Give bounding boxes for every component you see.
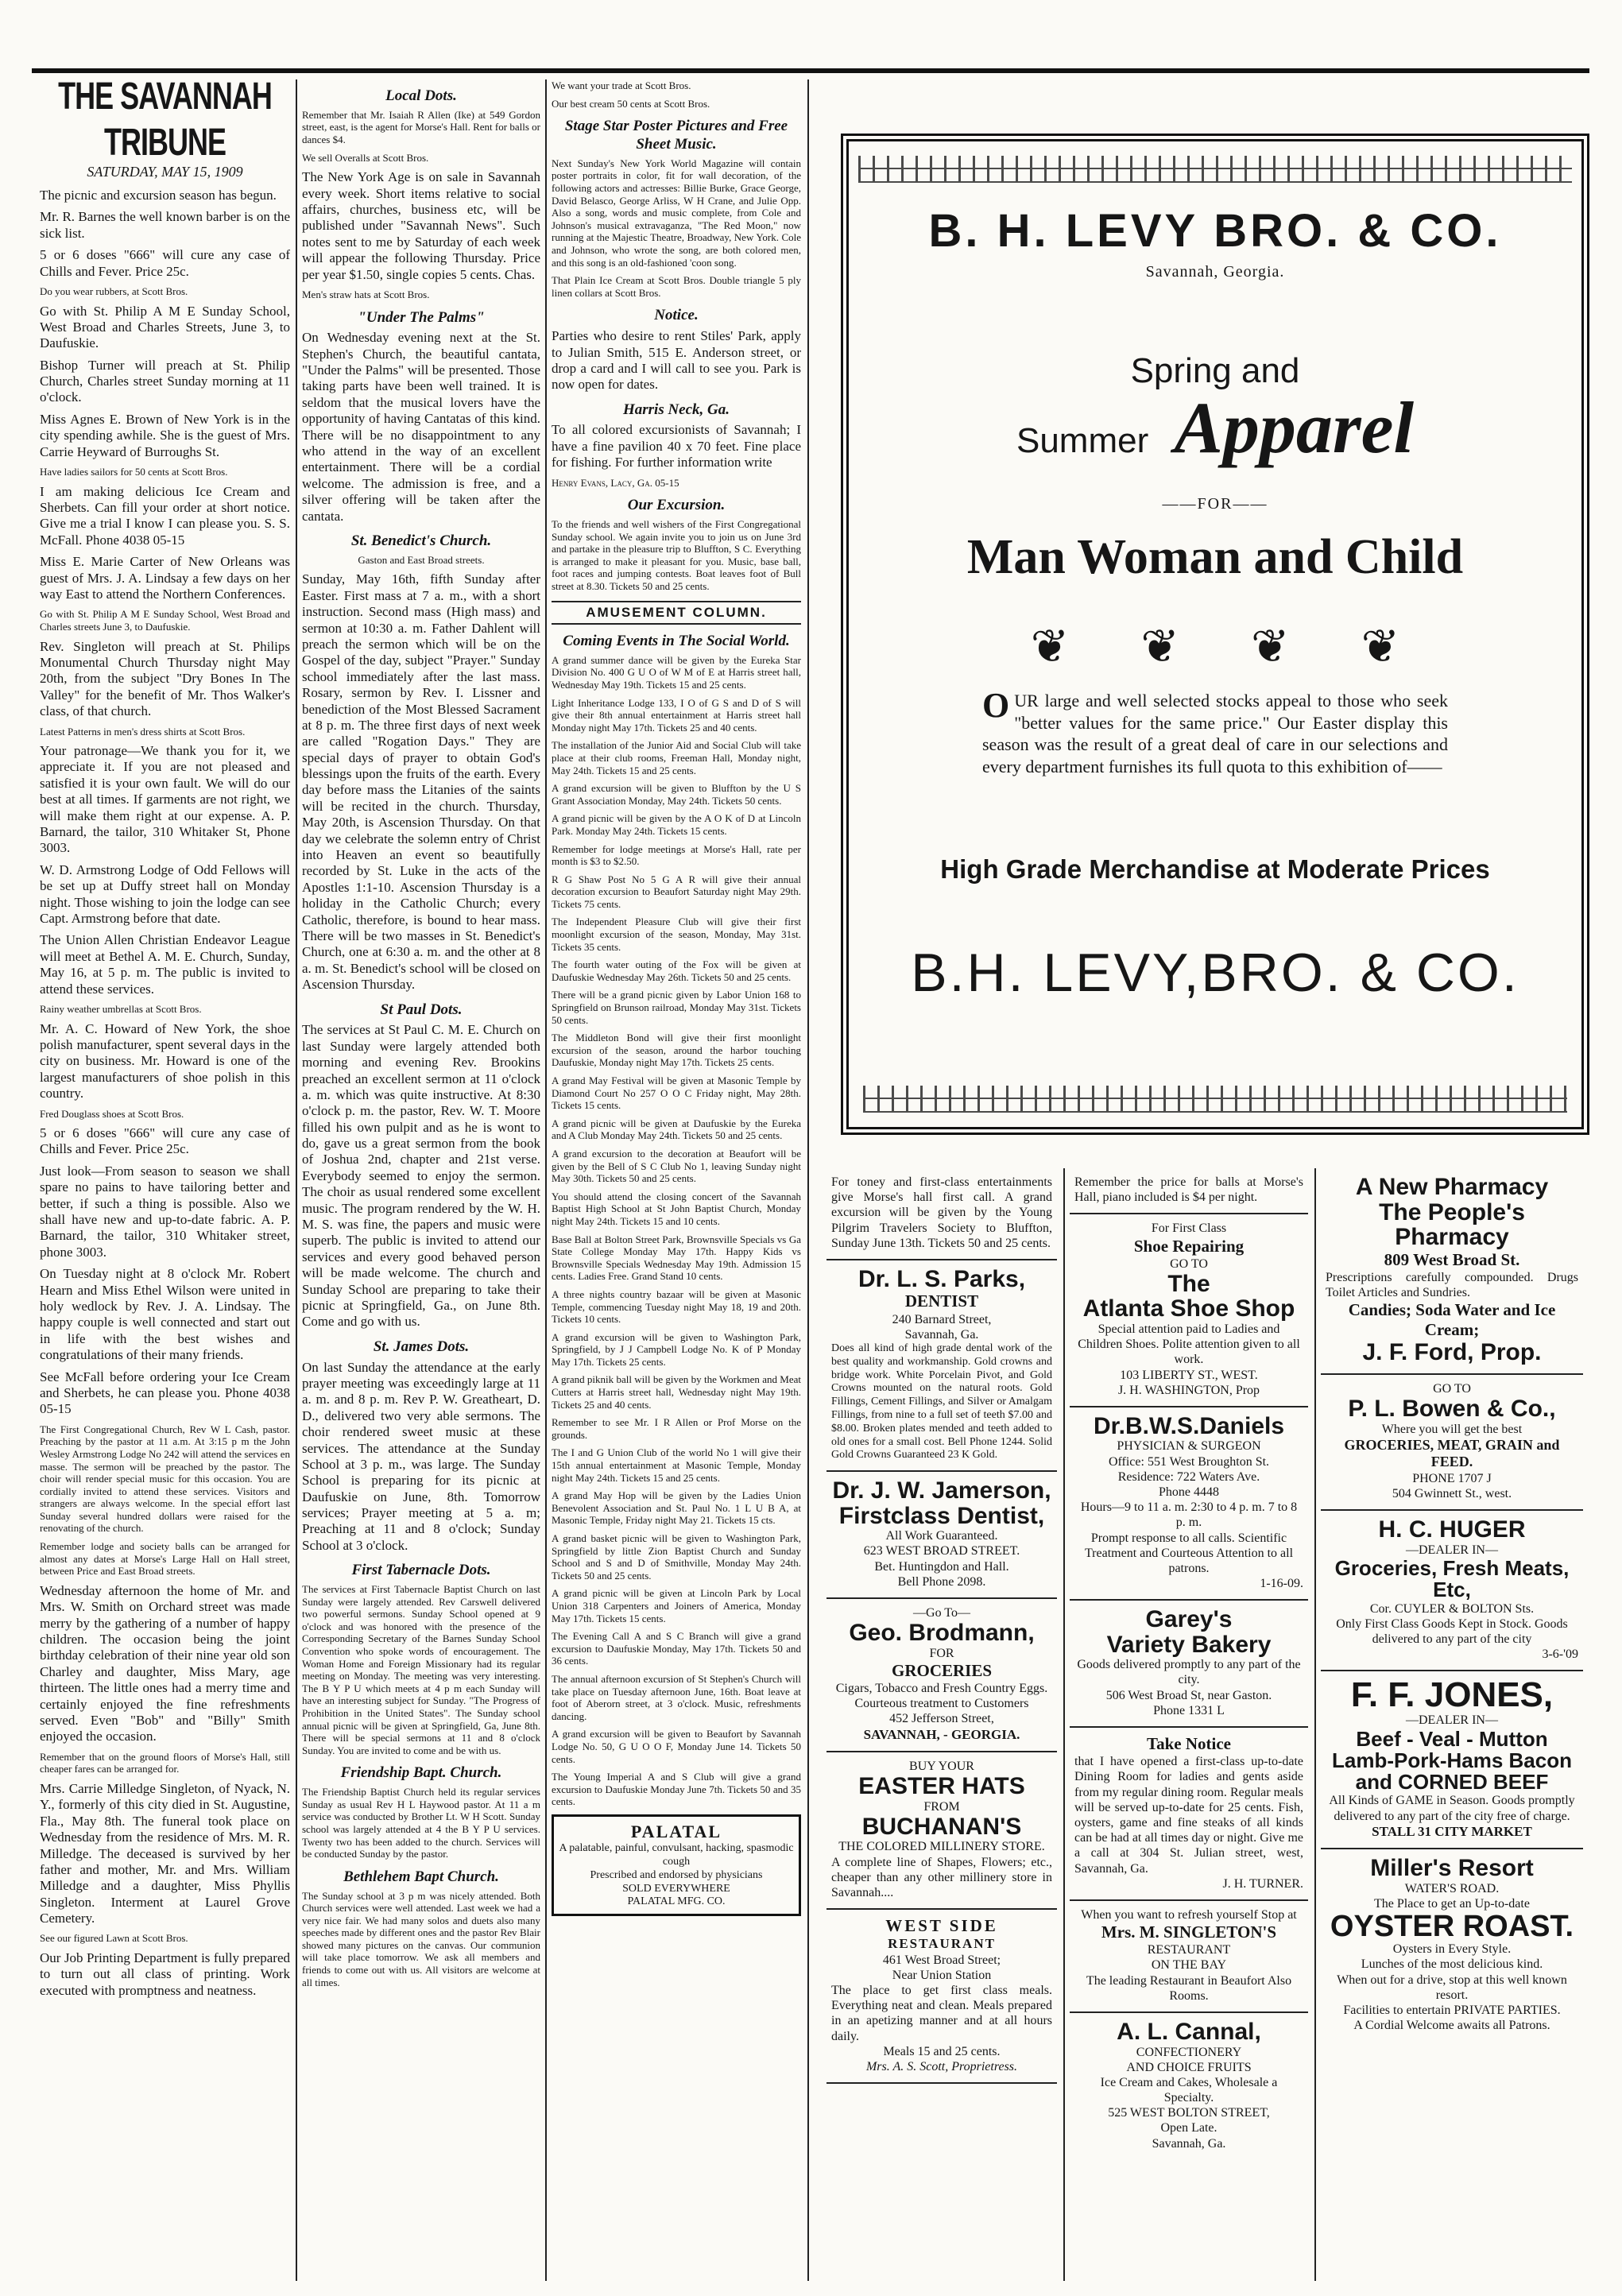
ad-title: Firstclass Dentist, bbox=[838, 1502, 1045, 1529]
ad-text: Cigars, Tobacco and Fresh Country Eggs. Courteous treatment to Customers bbox=[835, 1681, 1048, 1711]
ornament-icons bbox=[895, 619, 1535, 675]
news-item: Do you wear rubbers, at Scott Bros. bbox=[40, 285, 188, 297]
news-item: A grand excursion will be given to Beaufort by Savannah Lodge No. 50, G U O O F, Monday June 14. Tickets 50 cents. bbox=[552, 1728, 801, 1765]
article-text: We sell Overalls at Scott Bros. bbox=[302, 151, 429, 164]
news-item: On Tuesday night at 8 o'clock Mr. Robert Hearn and Miss Ethel Wilson were united in holy wedlock by Rev. J. A. Lindsay. The happy couple is well connected and start out in life with the best wishes and congratulations of their many friends. bbox=[40, 1266, 290, 1363]
news-item: A grand basket picnic will be given to Washington Park, Springfield by little Zion Baptist Church and Sunday School and S and D of Smithville, Monday May 24th. Tickets 50 and 25 cents. bbox=[552, 1532, 801, 1582]
ad-text: —DEALER IN— bbox=[1406, 1543, 1498, 1557]
ad-address: Office: 551 West Broughton St. bbox=[1108, 1454, 1270, 1469]
ad-text: Goods delivered promptly to any part of the city. bbox=[1077, 1658, 1301, 1687]
column-1 bbox=[40, 79, 290, 2273]
levy-season bbox=[895, 350, 1535, 468]
ad-text: that I have opened a first-class up-to-date Dining Room for ladies and gents aside from my regular dining room. Regular meals will be served up-to-date for 25 cents. Fish, oysters, game and fine steaks of all kinds can be had at all times day or night. Give me a call at 304 St. Julian street, west, Savannah, Ga. bbox=[1074, 1755, 1303, 1876]
ad-text: Prompt response to all calls. Scientific Treatment and Courteous Attention to all patrons. bbox=[1084, 1531, 1294, 1575]
ad-text: Where you will get the best bbox=[1381, 1422, 1523, 1436]
ad-text: GO TO bbox=[1433, 1381, 1471, 1396]
news-item: A grand picnic will be given at Lincoln Park by Local Union 318 Carpenters and Joiners of America, Monday May 17th. Tickets 15 cents. bbox=[552, 1587, 801, 1624]
ad-proprietor: Mrs. A. S. Scott, Proprietress. bbox=[865, 2059, 1018, 2073]
apparel-title: Apparel bbox=[1174, 386, 1415, 468]
ad-address: Near Union Station bbox=[892, 1968, 992, 1982]
ad-name: F. F. JONES, bbox=[1350, 1675, 1554, 1715]
ad-address: Residence: 722 Waters Ave. bbox=[1117, 1469, 1260, 1484]
ad-date: 1-16-09. bbox=[1260, 1577, 1303, 1591]
article-text: To the friends and well wishers of the First Congregational Sunday school. We again invite you to join us on June 3rd and partake in the pleasure trip to Bluffton, S C. Everything is arranged to make it pleasant for you. Music, base ball, foot races and jumping contests. Boat leaves foot of Bull street at 8.30. Tickets 50 and 25 cents. bbox=[552, 518, 801, 592]
news-item: Latest Patterns in men's dress shirts at Scott Bros. bbox=[40, 725, 246, 738]
fleuron-icon: ❦ bbox=[1251, 620, 1361, 672]
drop-cap: O bbox=[982, 686, 1010, 726]
news-item: You should attend the closing concert of the Savannah Baptist High School at St John Baptist Church, Monday night May 24th. Tickets 15 and 10 cents. bbox=[552, 1190, 801, 1227]
ad-title: CONFECTIONERY bbox=[1136, 2045, 1242, 2059]
news-item: The annual afternoon excursion of St Stephen's Church will take place on Tuesday afternoon June, 16th. Boat leave at foot of Aberorn street, at 3 o'clock. Music, refreshments dancing. bbox=[552, 1672, 801, 1722]
palatal-line: PALATAL MFG. CO. bbox=[627, 1895, 726, 1908]
ad-text: FROM bbox=[923, 1799, 960, 1814]
ad-name: A. L. Cannal, bbox=[1117, 2019, 1261, 2045]
news-item: The Middleton Bond will give their first moonlight excursion of the season, around the harbor touching Daufuskie, Monday night May 17th. Tickets 25 cents. bbox=[552, 1032, 801, 1069]
ad-address: 461 West Broad Street; bbox=[882, 1953, 1001, 1967]
news-item: Fred Douglass shoes at Scott Bros. bbox=[40, 1107, 184, 1120]
cannal-confectionery-ad bbox=[1070, 2013, 1308, 2159]
news-item: Miss Agnes E. Brown of New York is in the city spending awhile. She is the guest of Mrs. Carrie Heyward of Burroughs St. bbox=[40, 411, 290, 459]
ad-proprietor: J. H. WASHINGTON, Prop bbox=[1117, 1383, 1260, 1397]
ad-text: BUY YOUR bbox=[909, 1759, 974, 1773]
signature: J. H. TURNER. bbox=[1222, 1876, 1303, 1891]
ad-address: 452 Jefferson Street, bbox=[889, 1712, 994, 1726]
brodmann-groceries-ad bbox=[826, 1599, 1057, 1752]
ad-name: Mrs. M. SINGLETON'S bbox=[1101, 1922, 1277, 1942]
ad-text: All Kinds of GAME in Season. Goods promptly delivered to any part of the city free of charge. bbox=[1329, 1794, 1575, 1823]
notice-heading: Notice. bbox=[654, 307, 699, 324]
palatal-line: Prescribed and endorsed by physicians bbox=[590, 1868, 763, 1881]
news-item: The I and G Union Club of the world No 1 will give their 15th annual entertainment at Masonic Temple, Monday night May 24th. Tickets 15 and 25 cents. bbox=[552, 1446, 801, 1484]
ad-phone: PHONE 1707 J bbox=[1412, 1472, 1492, 1485]
ad-title: EASTER HATS bbox=[858, 1773, 1025, 1800]
ad-text: When out for a drive, stop at this well known resort. bbox=[1337, 1973, 1567, 2002]
ad-text: Ice Cream and Cakes, Wholesale a Specialty. bbox=[1100, 2075, 1278, 2105]
ad-text: The leading Restaurant in Beaufort Also Rooms. bbox=[1086, 1973, 1292, 2003]
fleuron-icon: ❦ bbox=[1361, 620, 1472, 672]
ad-address: 506 West Broad St, near Gaston. bbox=[1105, 1688, 1272, 1702]
ad-title: DENTIST bbox=[904, 1291, 979, 1311]
ad-title: Variety Bakery bbox=[1106, 1631, 1272, 1658]
column-6 bbox=[1321, 1168, 1583, 2281]
news-item: A grand picnic will be given by the A O K of D at Lincoln Park. Monday May 24th. Tickets 15 cents. bbox=[552, 812, 801, 837]
ad-text: Facilities to entertain PRIVATE PARTIES. bbox=[1343, 2003, 1561, 2017]
article-subhead: Gaston and East Broad streets. bbox=[358, 553, 485, 566]
ad-address: Savannah, Ga. bbox=[904, 1327, 979, 1342]
news-item: A grand excursion will be given to Bluffton by the U S Grant Association Monday, May 24th. Tickets 50 cents. bbox=[552, 782, 801, 807]
local-dots-heading: Local Dots. bbox=[385, 87, 457, 104]
morse-price-notice bbox=[1070, 1168, 1308, 1214]
peoples-pharmacy-ad bbox=[1321, 1168, 1583, 1375]
news-item: The Independent Pleasure Club will give their first moonlight excursion of the season, Monday, May 31st. Tickets 35 cents. bbox=[552, 916, 801, 953]
ad-title: AND CHOICE FRUITS bbox=[1126, 2060, 1252, 2074]
levy-copy-text: UR large and well selected stocks appeal to those who seek "better values for the same price." Our Easter display this season was the result of a great deal of care in our selections and every department furnishes its full quota to this exhibition of—— bbox=[982, 691, 1448, 776]
ad-text: Special attention paid to Ladies and Children Shoes. Polite attention given to all work. bbox=[1078, 1322, 1300, 1367]
levy-tagline: High Grade Merchandise at Moderate Prices bbox=[940, 854, 1490, 885]
news-item: Rainy weather umbrellas at Scott Bros. bbox=[40, 1002, 202, 1015]
st-paul-heading: St Paul Dots. bbox=[380, 1001, 463, 1018]
ad-text: The place to get first class meals. Everything neat and clean. Meals prepared in an apetizing manner and at all hours daily. bbox=[831, 1984, 1052, 2043]
friendship-heading: Friendship Bapt. Church. bbox=[340, 1764, 502, 1782]
article-text: Next Sunday's New York World Magazine will contain poster portraits in color, fit for wall decoration, of the following actors and actresses: Billie Burke, Grace George, David Belasco, George Arliss, W H Crane, and Julie Opp. Also a song, words and music complete, from Cole and Johnson's musical extravaganza, "The Red Moon," now running at the Majestic Theatre, Broadway, New York. Cole and Johnson, who wrote the song, are both colored men, and this song is an old-fashioned 'coon song. bbox=[552, 157, 801, 269]
ad-name: Dr.B.W.S.Daniels bbox=[1093, 1412, 1285, 1439]
news-item: A grand excursion to the decoration at Beaufort will be given by the Bell of S C Club No 1, leaving Sunday night May 30th. Tickets 50 and 25 cents. bbox=[552, 1147, 801, 1185]
masthead-title: THE SAVANNAH TRIBUNE bbox=[58, 79, 272, 164]
levy-copy bbox=[895, 686, 1535, 777]
ad-text: THE COLORED MILLINERY STORE. bbox=[838, 1840, 1045, 1854]
ad-text: GO TO bbox=[1170, 1256, 1208, 1271]
news-item: The fourth water outing of the Fox will be given at Daufuskie Wednesday May 26th. Tickets 50 and 25 cents. bbox=[552, 958, 801, 983]
ad-address: 809 West Broad St. bbox=[1384, 1249, 1520, 1269]
ad-address: 240 Barnard Street, bbox=[892, 1312, 992, 1326]
news-item: The First Congregational Church, Rev W L Cash, pastor. Preaching by the pastor at 11 a.m. At 3:15 p m the John Wesley Armstrong Lodge No 242 will attend the services en masse. The sermon will be preached by the pastor. The choir will render special music for this occasion. You are cordially invited to attend these services. Visitors and strangers are always welcome. In the special effort last Sunday several hundred dollars were raised for the renovating of the church. bbox=[40, 1423, 290, 1535]
news-item: Go with St. Philip A M E Sunday School, West Broad and Charles streets June 3, to Daufuskie. bbox=[40, 608, 290, 633]
st-james-heading: St. James Dots. bbox=[373, 1338, 470, 1355]
ad-text: The Place to get an Up-to-date bbox=[1374, 1896, 1530, 1911]
article-text: We want your trade at Scott Bros. bbox=[552, 79, 691, 91]
column-5 bbox=[1070, 1168, 1308, 2281]
news-item: Remember to see Mr. I R Allen or Prof Morse on the grounds. bbox=[552, 1416, 801, 1441]
easter-hats-ad bbox=[826, 1752, 1057, 1910]
levy-firm-name: B. H. LEVY BRO. & CO. bbox=[928, 205, 1502, 257]
benedict-heading: St. Benedict's Church. bbox=[350, 532, 492, 549]
article-text: The services at St Paul C. M. E. Church on last Sunday were largely attended both morning and evening Rev. Brookins preached an excellent sermon at 11 o'clock a. m. which was quite instructive. At 8:30 o'clock p. m. the pastor, Rev. W. T. Moore filled his own pulpit and as he is wont to do, gave us a great sermon from the book of Joshua 2nd, chapter and 21st verse. Everybody seemed to enjoy the sermon. The choir as usual rendered some excellent music. The program rendered by the W. H. M. S. was fine, the papers and music were superb. The public is invited to attend our services and every good behaved person will be made welcome. The church and Sunday School are preparing to take their picnic at Springfield, Ga., on June 8th. Come and go with us. bbox=[302, 1022, 540, 1330]
ad-address: 103 LIBERTY ST., WEST. bbox=[1120, 1368, 1258, 1382]
news-item: Your patronage—We thank you for it, we appreciate it. If you are not pleased and satisfied it is your own fault. We will do our best at all times. If garments are not right, we will make them right at our expense. A. P. Barnard, the tailor, 310 Whitaker St, Phone 3003. bbox=[40, 743, 290, 856]
ad-text: A complete line of Shapes, Flowers; etc., cheaper than any other millinery store in Savannah.... bbox=[831, 1855, 1052, 1899]
article-text: Our best cream 50 cents at Scott Bros. bbox=[552, 97, 710, 110]
stage-star-heading: Stage Star Poster Pictures and Free Sheet Music. bbox=[564, 118, 788, 153]
parks-dentist-ad bbox=[826, 1260, 1057, 1472]
palms-heading: "Under The Palms" bbox=[358, 308, 485, 326]
levy-advertisement bbox=[841, 134, 1589, 1135]
article-text: Sunday, May 16th, fifth Sunday after Easter. First mass at 7 a. m., with a short instruction. Second mass (High mass) and sermon at 10:30 a. m. Father Dahlent will preach the sermon which will be on the Gospel of the day, subject "Prayer." Sunday school immediately after the last mass. Rosary, sermon by Rev. I. Lissner and benediction of the Most Blessed Sacrament at 8 p. m. The three first days of next week are called "Rogation Days." They are special days of prayer to obtain God's blessings upon the fruits of the earth. Every day before mass the Litanies of the saints will be recited in the church. Thursday, May 20th, is Ascension Thursday. On that day we celebrate the solemn entry of Christ into Heaven an event so beautifully recorded by St. Luke in the acts of the Apostles 1:1-10. Ascension Thursday is a holiday in the Catholic Church; every Catholic, therefore, is bound to hear mass. There will be two masses in St. Benedict's Church, one at 6:30 a. m. and the other at 8 a. m. St. Benedict's school will be closed on Ascension Thursday. bbox=[302, 571, 540, 993]
ad-phone: Phone 4448 bbox=[1159, 1485, 1219, 1499]
ad-name: Garey's bbox=[1145, 1606, 1233, 1633]
ad-title: RESTAURANT bbox=[1147, 1943, 1231, 1957]
amusement-column-heading: AMUSEMENT COLUMN. bbox=[552, 601, 801, 625]
ad-text: Prescriptions carefully compounded. Drugs Toilet Articles and Sundries. bbox=[1326, 1270, 1578, 1299]
bowen-groceries-ad bbox=[1321, 1375, 1583, 1511]
ad-text: Remember the price for balls at Morse's Hall, piano included is $4 per night. bbox=[1074, 1175, 1303, 1205]
millers-resort-ad bbox=[1321, 1849, 1583, 2041]
news-item: The picnic and excursion season has begun. bbox=[40, 187, 277, 203]
news-item: Mr. R. Barnes the well known barber is on the sick list. bbox=[40, 209, 290, 241]
ad-address: WATER'S ROAD. bbox=[1404, 1881, 1500, 1895]
ad-name: The People's Pharmacy bbox=[1379, 1198, 1525, 1250]
west-side-restaurant-ad bbox=[826, 1910, 1057, 2084]
news-item: The Union Allen Christian Endeavor League will meet at Bethel A. M. E. Church, Sunday, May 16, at 5 p. m. The public is invited to attend these services. bbox=[40, 932, 290, 997]
ad-text: Open Late. bbox=[1160, 2121, 1217, 2135]
news-item: R G Shaw Post No 5 G A R will give their annual decoration excursion to Beaufort Saturday night May 29th. Tickets 75 cents. bbox=[552, 873, 801, 910]
news-item: Rev. Singleton will preach at St. Philips Monumental Church Thursday night May 20th, from the subject "Dry Bones In The Valley" for the benefit of Mr. Thos Walker's class, of that church. bbox=[40, 638, 290, 719]
news-item: There will be a grand picnic given by Labor Union 168 to Springfield on Brunson railroad, Monday May 31st. Tickets 50 cents. bbox=[552, 989, 801, 1026]
news-item: A three nights country bazaar will be given at Masonic Temple, commencing Tuesday night May 18, 19 and 20th. Tickets 10 cents. bbox=[552, 1287, 801, 1326]
palatal-title: PALATAL bbox=[630, 1821, 722, 1841]
article-text: The New York Age is on sale in Savannah every week. Short items relative to social affairs, churches, business etc, will be published under "Savannah News". Such notes sent to me by Saturday of each week will appear the following Thursday. Price per year $1.50, single copies 5 cents. Chas. bbox=[302, 169, 540, 282]
ad-title: Shoe Repairing bbox=[1133, 1236, 1245, 1256]
news-item: Light Inheritance Lodge 133, I O of G S and D of S will give their 8th annual entertainment at Harris street hall Monday night May 17th. Tickets 25 and 40 cents. bbox=[552, 696, 801, 734]
news-item: A grand summer dance will be given by the Eureka Star Division No. 400 G U O of W M of E at Harris street hall, Wednesday May 19th. Tickets 15 and 25 cents. bbox=[552, 653, 801, 691]
coming-events-heading: Coming Events in The Social World. bbox=[563, 632, 790, 649]
ad-name: BUCHANAN'S bbox=[861, 1813, 1022, 1840]
ad-title: RESTAURANT bbox=[888, 1936, 996, 1952]
ad-text: —DEALER IN— bbox=[1406, 1713, 1498, 1728]
ad-text: Candies; Soda Water and Ice Cream; bbox=[1348, 1300, 1556, 1340]
ad-text: —Go To— bbox=[913, 1605, 970, 1620]
news-item: The Evening Call A and S C Branch will give a grand excursion to Daufuskie Monday, May 17th. Tickets 50 and 36 cents. bbox=[552, 1630, 801, 1667]
article-text: The Friendship Baptist Church held its regular services Sunday as usual Rev H L Haywood pastor. At 11 a m service was conducted by Brother Lt. W H Scott. Sunday school was largely attended at 4 the B Y P U services. Twenty two has been added to the church. Services will be conducted Sunday by the pastor. bbox=[302, 1786, 540, 1860]
ad-text: When you want to refresh yourself Stop at bbox=[1081, 1907, 1297, 1922]
news-item: Base Ball at Bolton Street Park, Brownsville Specials vs Ga State College Monday May 17th. Happy Kids vs Brownsville Specials Wednesday May 19th. Admission 15 cents. Ladies Free. Grand Stand 10 cents. bbox=[552, 1233, 801, 1283]
article-text: The Sunday school at 3 p m was nicely attended. Both Church services were well attended. Last week we had a very nice fair. We had many solos and duets also many speeches made by different ones and the pastor Rev Blair showed many pictures on the canvas. Our communion will take place tomorrow. We ask all members and friends to come out with us. All visitors are welcome at all times. bbox=[302, 1889, 540, 1988]
ad-address: Cor. CUYLER & BOLTON Sts. bbox=[1369, 1601, 1535, 1616]
signature: Henry Evans, Lacy, Ga. 05-15 bbox=[552, 476, 679, 489]
levy-for: ——FOR—— bbox=[1162, 495, 1268, 513]
article-text: That Plain Ice Cream at Scott Bros. Double triangle 5 ply linen collars at Scott Bros. bbox=[552, 274, 801, 299]
article-text: To all colored excursionists of Savannah; I have a fine pavilion 40 x 70 feet. Fine place for fishing. For further information write bbox=[552, 422, 801, 470]
ad-title: Groceries, Fresh Meats, Etc, bbox=[1334, 1556, 1570, 1602]
column-2 bbox=[302, 79, 540, 2281]
news-item: Miss E. Marie Carter of New Orleans was guest of Mrs. J. A. Lindsay a few days on her way East to attend the Northern Conferences. bbox=[40, 554, 290, 602]
article-text: Parties who desire to rent Stiles' Park, apply to Julian Smith, 515 E. Anderson street, or drop a card and I will call to see you. Park is now open for dates. bbox=[552, 328, 801, 393]
news-item: 5 or 6 doses "666" will cure any case of Chills and Fever. Price 25c. bbox=[40, 247, 290, 279]
jamerson-dentist-ad bbox=[826, 1472, 1057, 1599]
article-text: Men's straw hats at Scott Bros. bbox=[302, 288, 430, 300]
ad-title: OYSTER ROAST. bbox=[1330, 1910, 1574, 1944]
news-item: Bishop Turner will preach at St. Philip Church, Charles street Sunday morning at 11 o'clock. bbox=[40, 357, 290, 405]
ad-text: All Work Guaranteed. bbox=[885, 1529, 998, 1543]
ad-phone: Bell Phone 2098. bbox=[897, 1574, 986, 1589]
ad-date: 3-6-'09 bbox=[1542, 1647, 1578, 1662]
ad-address: STALL 31 CITY MARKET bbox=[1372, 1823, 1532, 1839]
ad-name: Dr. J. W. Jamerson, bbox=[832, 1477, 1051, 1504]
ad-name: P. L. Bowen & Co., bbox=[1348, 1396, 1556, 1423]
ad-title: PHYSICIAN & SURGEON bbox=[1117, 1439, 1261, 1454]
news-item: Remember lodge and society balls can be arranged for almost any dates at Morse's Large Hall on Hall street, between Price and East Broad streets. bbox=[40, 1540, 290, 1578]
atlanta-shoe-shop-ad bbox=[1070, 1214, 1308, 1407]
tabernacle-heading: First Tabernacle Dots. bbox=[351, 1562, 491, 1579]
ad-text: For toney and first-class entertainments give Morse's hall first call. A grand excursion will be given by the Young Pilgrim Travelers Society to Bluffton, Sunday June 13th. Tickets 50 and 25 cents. bbox=[831, 1175, 1052, 1250]
ad-address: 623 WEST BROAD STREET. bbox=[863, 1544, 1020, 1558]
take-notice-ad bbox=[1070, 1728, 1308, 1901]
ad-title: Take Notice bbox=[1147, 1734, 1231, 1753]
morse-hall-notice bbox=[826, 1168, 1057, 1260]
garey-bakery-ad bbox=[1070, 1601, 1308, 1728]
ad-text: Only First Class Goods Kept in Stock. Goods delivered to any part of the city bbox=[1336, 1616, 1568, 1647]
top-rule bbox=[32, 68, 1589, 73]
daniels-physician-ad bbox=[1070, 1407, 1308, 1601]
article-text: Remember that Mr. Isaiah R Allen (Ike) at 549 Gordon street, east, is the agent for Morse's Hall. Rent for balls or dances $4. bbox=[302, 108, 540, 145]
season-line-2: Summer bbox=[1016, 420, 1149, 460]
news-item: I am making delicious Ice Cream and Sherbets. Can fill your order at short notice. Give me a trial I know I can please you. S. S. McFall. Phone 4038 05-15 bbox=[40, 483, 290, 548]
fleuron-icon: ❦ bbox=[1030, 620, 1141, 672]
news-item: A grand excursion will be given to Washington Park, Springfield, by J J Campbell Lodge No. K of P Monday May 17th. Tickets 25 cents. bbox=[552, 1330, 801, 1368]
news-item: Go with St. Philip A M E Sunday School, West Broad and Charles Streets, June 3, to Daufuskie. bbox=[40, 303, 290, 351]
season-line-1: Spring and bbox=[1130, 350, 1300, 390]
ad-text: ON THE BAY bbox=[1151, 1958, 1227, 1973]
news-item: The Young Imperial A and S Club will give a grand excursion to Daufuskie Monday June 7th. Tickets 50 and 35 cents. bbox=[552, 1771, 801, 1808]
ad-title: A New Pharmacy bbox=[1355, 1174, 1549, 1200]
dateline: SATURDAY, MAY 15, 1909 bbox=[87, 164, 243, 180]
news-item: 5 or 6 doses "666" will cure any case of Chills and Fever. Price 25c. bbox=[40, 1125, 290, 1157]
news-item: Just look—From season to season we shall spare no pains to have tailoring better and better, if such a thing is possible. Also we shall have new and up-to-date fabric. A. P. Barnard, the tailor, 310 Whitaker street, phone 3003. bbox=[40, 1163, 290, 1260]
ornamental-border bbox=[858, 156, 1572, 183]
ad-city: SAVANNAH, - GEORGIA. bbox=[863, 1726, 1020, 1742]
column-divider bbox=[545, 79, 547, 2281]
palatal-line: A palatable, painful, convulsant, hacking, spasmodic cough bbox=[559, 1842, 794, 1868]
news-item: See our figured Lawn at Scott Bros. bbox=[40, 1932, 188, 1945]
news-item: Wednesday afternoon the home of Mr. and Mrs. W. Smith on Orchard street was made merry by the gathering of a number of happy children. The occasion being the joint birthday celebration of their nine year old son Charley and daughter, Miss Mary, age thirteen. The little ones had a merry time and certainly enjoyed the fine refreshments served. Even "Bob" and "Billy" Smith enjoyed the occasion. bbox=[40, 1582, 290, 1744]
ad-city: Savannah, Ga. bbox=[1152, 2136, 1226, 2151]
ad-text: Meals 15 and 25 cents. bbox=[883, 2044, 1001, 2058]
bethlehem-heading: Bethlehem Bapt Church. bbox=[343, 1868, 499, 1885]
ad-text: For First Class bbox=[1151, 1222, 1227, 1236]
jones-meats-ad bbox=[1321, 1671, 1583, 1849]
column-divider bbox=[1314, 1168, 1316, 2281]
news-item: A grand May Hop will be given by the Ladies Union Benevolent Association and St. Paul No. 1 L U B A, at Masonic Temple, Friday night May 21. Tickets 15 cts. bbox=[552, 1489, 801, 1527]
local-news-list bbox=[40, 188, 290, 1999]
news-item: The installation of the Junior Aid and Social Club will take place at their club rooms, Freeman Hall, Monday night, May 24th. Tickets 15 and 25 cents. bbox=[552, 739, 801, 776]
ad-text: Oysters in Every Style. bbox=[1392, 1942, 1512, 1957]
palatal-ad bbox=[552, 1814, 801, 1916]
ad-address: 504 Gwinnett St., west. bbox=[1392, 1487, 1512, 1501]
ad-name: Geo. Brodmann, bbox=[849, 1620, 1035, 1647]
ad-text: Does all kind of high grade dental work of the best quality and workmanship. Gold crowns and bridge work. White Porcelain Pivot, and Gold Crowns mounted on the natural roots. Gold Fillings, Cement Fillings, and Silver or Amalgam Fillings, from nine to a full set of teeth $7.00 and $8.00. Broken plates mended and teeth added to old ones for a small cost. Bell Phone 1244. Solid Gold Crowns Guaranteed 23 K Gold. bbox=[831, 1342, 1052, 1462]
article-text: On last Sunday the attendance at the early prayer meeting was exceedingly large at 11 a. m. and 8 p. m. Rev P. W. Greatheart, D. D., delivered two very able sermons. The choir rendered sweet music at these services. The attendance at the Sunday School at 3 p. m., was large. The Sunday School is preparing for its picnic at Daufuskie on June, 8th. Tomorrow services; Prayer meeting at 5 a. m; Preaching at 11 and 8 o'clock; Sunday School at 3 o'clock. bbox=[302, 1359, 540, 1553]
ad-text: The bbox=[1167, 1270, 1210, 1297]
palatal-line: SOLD EVERYWHERE bbox=[622, 1882, 730, 1895]
news-item: A grand piknik ball will be given by the Workmen and Meat Cutters at Harris street hall, Wednesday night May 19th. Tickets 25 and 40 cents. bbox=[552, 1373, 801, 1411]
news-item: Have ladies sailors for 50 cents at Scott Bros. bbox=[40, 466, 228, 478]
ad-title: GROCERIES, MEAT, GRAIN and FEED. bbox=[1344, 1436, 1560, 1470]
ad-name: Atlanta Shoe Shop bbox=[1082, 1295, 1295, 1322]
ad-name: H. C. HUGER bbox=[1378, 1516, 1526, 1543]
man-woman-child-title: Man Woman and Child bbox=[966, 530, 1464, 585]
levy-city: Savannah, Georgia. bbox=[1145, 262, 1285, 281]
excursion-heading: Our Excursion. bbox=[627, 497, 726, 514]
article-text: The services at First Tabernacle Baptist Church on last Sunday were largely attended. Rev Carswell delivered two powerful sermons. Sunday School opened at 9 o'clock and was honored with the presence of the Corresponding Secretary of the Barnes Sunday School Convention who spoke words of encouragement. The Woman Home and Foreign Missionary had its regular meeting on Monday. The meeting was very interesting. The B Y P U which meets at 4 p m each Sunday will have an interesting subject for Sunday. "The Progress of Prohibition in the United States". The Sunday school annual picnic will be given at Springfield, Ga, June 8th. There will be special sermons at 11 and 8 o'clock Sunday. You are invited to come and be with us. bbox=[302, 1583, 540, 1756]
column-4 bbox=[826, 1168, 1057, 2281]
column-divider bbox=[807, 79, 809, 2281]
ad-phone: Phone 1331 L bbox=[1153, 1703, 1225, 1717]
news-item: Remember that on the ground floors of Morse's Hall, still cheaper fares can be arranged for. bbox=[40, 1750, 290, 1775]
news-item: Remember for lodge meetings at Morse's Hall, rate per month is $3 to $2.50. bbox=[552, 842, 801, 868]
news-item: Mr. A. C. Howard of New York, the shoe polish manufacturer, spent several days in the city on business. Mr. Howard is one of the largest manufacturers of shoe polish in this country. bbox=[40, 1020, 290, 1102]
ad-name: Dr. L. S. Parks, bbox=[857, 1265, 1026, 1292]
article-text: On Wednesday evening next at the St. Stephen's Church, the beautiful cantata, "Under the Palms" will be presented. Those taking parts have been well trained. It is seldom that the musical lovers have the opportunity of having Cantatas of this kind. There will be no disappointment to any who attend in the way of an excellent entertainment. There will be a cordial welcome. The admission is free, and a silver offering will be taken after the cantata. bbox=[302, 330, 540, 524]
ad-title: WEST SIDE bbox=[885, 1916, 998, 1936]
column-divider bbox=[1063, 1168, 1065, 2281]
news-item: Mrs. Carrie Milledge Singleton, of Nyack, N. Y., formerly of this city died in St. Augustine, Fla., May 8th. The funeral took place on Wednesday from the residence of Mrs. M. R. Milledge. The deceased is survived by her father and mother, Mr. and Mrs. William Milledge and a daughter, Miss Phyllis Singleton. Interment at Laurel Grove Cemetery. bbox=[40, 1780, 290, 1926]
ad-address: Bet. Huntingdon and Hall. bbox=[874, 1559, 1009, 1574]
singleton-restaurant-ad bbox=[1070, 1901, 1308, 2013]
ad-title: Beef - Veal - Mutton Lamb-Pork-Hams Bacon and CORNED BEEF bbox=[1332, 1726, 1572, 1795]
ad-text: Lunches of the most delicious kind. bbox=[1361, 1957, 1543, 1972]
news-item: A grand picnic will be given at Daufuskie by the Eureka and A Club Monday May 24th. Tickets 50 and 25 cents. bbox=[552, 1117, 801, 1142]
ornamental-border bbox=[863, 1086, 1567, 1113]
news-item: W. D. Armstrong Lodge of Odd Fellows will be set up at Duffy street hall on Monday night. Those wishing to join the lodge can see Capt. Armstrong before that date. bbox=[40, 861, 290, 926]
ad-text: A Cordial Welcome awaits all Patrons. bbox=[1353, 2019, 1550, 2033]
ad-hours: Hours—9 to 11 a. m. 2:30 to 4 p. m. 7 to 8 p. m. bbox=[1080, 1500, 1298, 1530]
ad-text: FOR bbox=[929, 1646, 954, 1660]
news-item: See McFall before ordering your Ice Cream and Sherbets, he can please you. Phone 4038 05-15 bbox=[40, 1369, 290, 1417]
ad-title: GROCERIES bbox=[891, 1660, 993, 1680]
ad-proprietor: J. F. Ford, Prop. bbox=[1362, 1339, 1542, 1366]
events-list bbox=[552, 654, 801, 1916]
fleuron-icon: ❦ bbox=[1140, 620, 1251, 672]
ad-address: 525 WEST BOLTON STREET, bbox=[1108, 2106, 1270, 2120]
news-item: A grand May Festival will be given at Masonic Temple by Diamond Court No 257 O O C Friday night, May 28th. Tickets 15 cents. bbox=[552, 1074, 801, 1112]
huger-groceries-ad bbox=[1321, 1511, 1583, 1671]
news-item: Our Job Printing Department is fully prepared to turn out all class of printing. Work executed with promptness and neatness. bbox=[40, 1950, 290, 1998]
column-divider bbox=[296, 79, 297, 2281]
harris-neck-heading: Harris Neck, Ga. bbox=[622, 401, 730, 418]
ad-name: Miller's Resort bbox=[1370, 1855, 1534, 1882]
column-3 bbox=[552, 79, 801, 2281]
levy-firm-signature: B.H. LEVY,BRO. & CO. bbox=[911, 942, 1519, 1003]
